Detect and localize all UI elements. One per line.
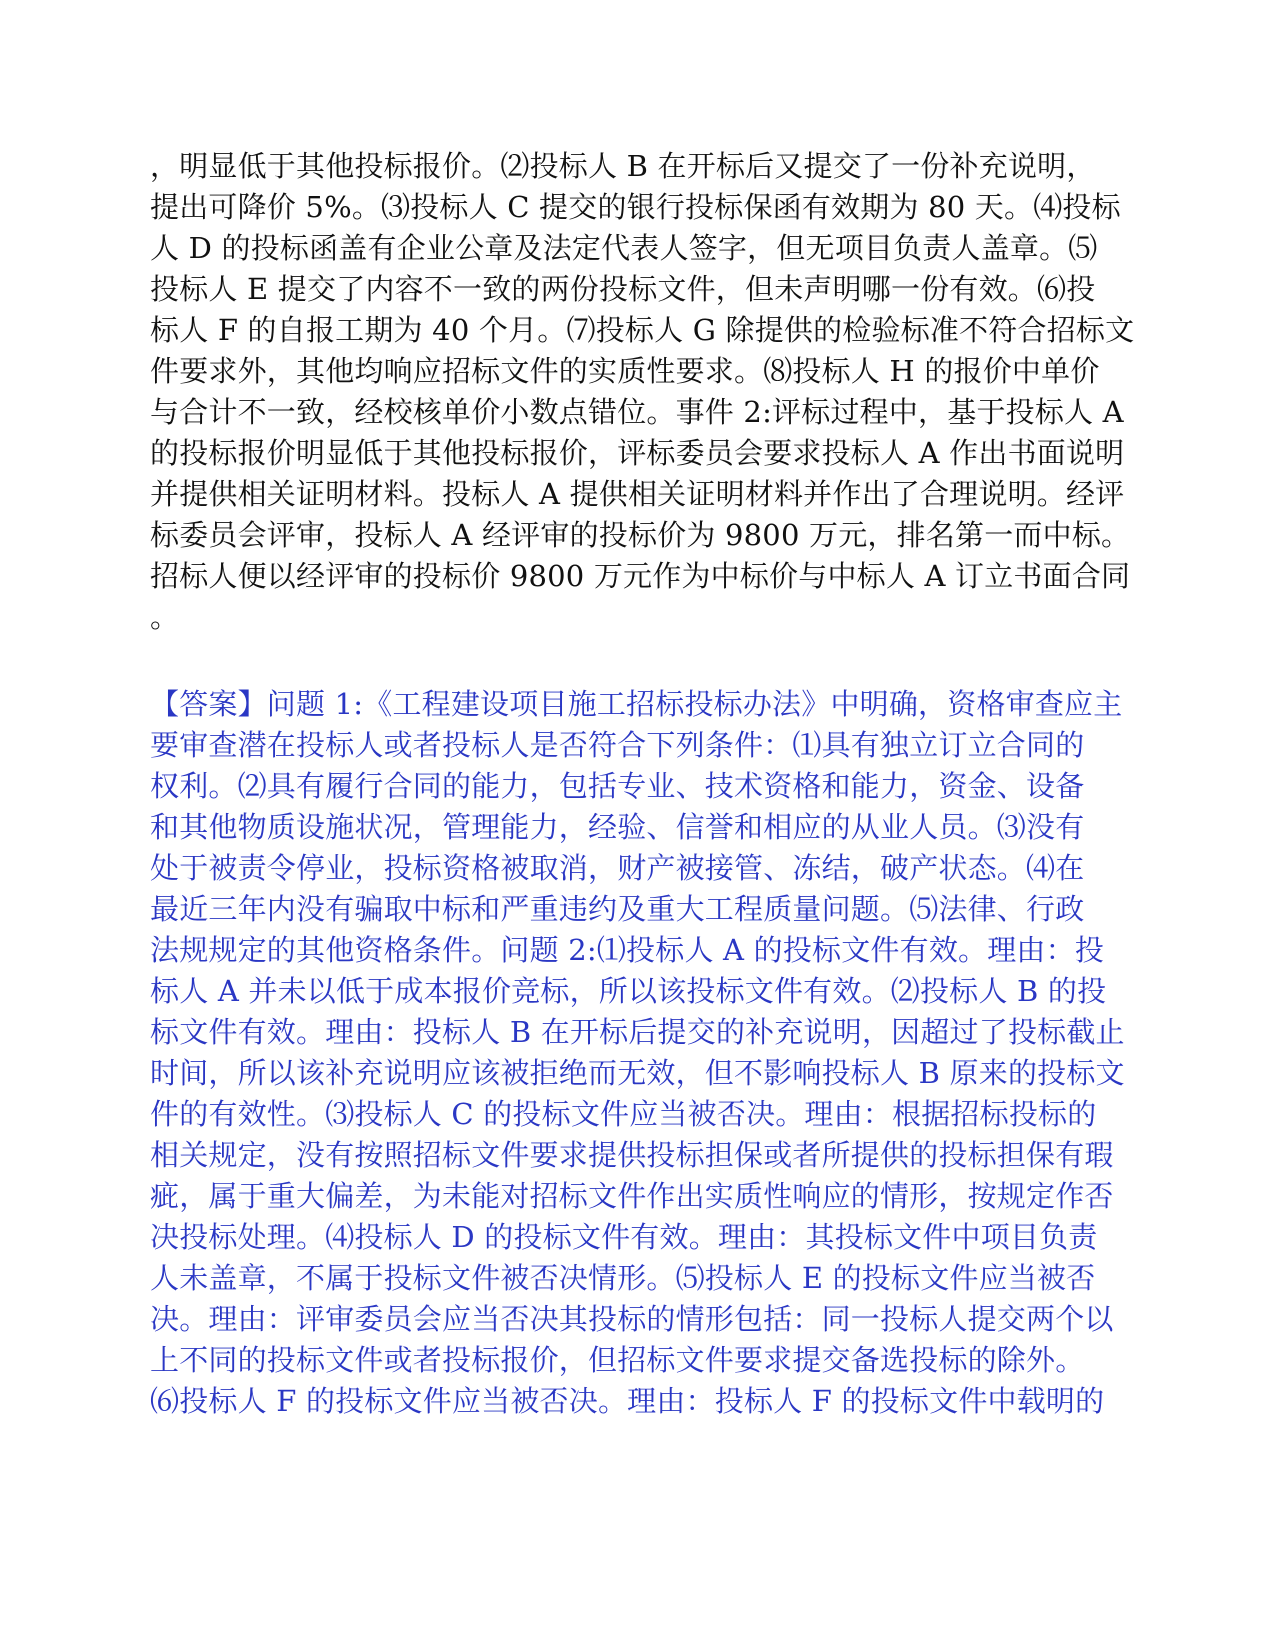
question-line: 标人 F 的自报工期为 40 个月。⑺投标人 G 除提供的检验标准不符合招标文 (150, 313, 1135, 347)
question-line: 。 (150, 600, 180, 634)
answer-text-block (150, 684, 1125, 1422)
answer-line: 疵，属于重大偏差，为未能对招标文件作出实质性响应的情形，按规定作否 (150, 1179, 1114, 1213)
answer-line: 相关规定，没有按照招标文件要求提供投标担保或者所提供的投标担保有瑕 (150, 1138, 1114, 1172)
question-line: 标委员会评审，投标人 A 经评审的投标价为 9800 万元，排名第一而中标。 (150, 518, 1131, 552)
answer-line: 标文件有效。理由：投标人 B 在开标后提交的补充说明，因超过了投标截止 (150, 1015, 1125, 1049)
answer-line: 和其他物质设施状况，管理能力，经验、信誉和相应的从业人员。⑶没有 (150, 810, 1085, 844)
answer-line: 法规规定的其他资格条件。问题 2:⑴投标人 A 的投标文件有效。理由：投 (150, 933, 1105, 967)
answer-line: 件的有效性。⑶投标人 C 的投标文件应当被否决。理由：根据招标投标的 (150, 1097, 1097, 1131)
answer-line: 上不同的投标文件或者投标报价，但招标文件要求提交备选投标的除外。 (150, 1343, 1085, 1377)
answer-line: 人未盖章，不属于投标文件被否决情形。⑸投标人 E 的投标文件应当被否 (150, 1261, 1096, 1295)
question-line: 并提供相关证明材料。投标人 A 提供相关证明材料并作出了合理说明。经评 (150, 477, 1125, 511)
answer-line: 权利。⑵具有履行合同的能力，包括专业、技术资格和能力，资金、设备 (150, 769, 1085, 803)
answer-line: 最近三年内没有骗取中标和严重违约及重大工程质量问题。⑸法律、行政 (150, 892, 1085, 926)
answer-line: 决投标处理。⑷投标人 D 的投标文件有效。理由：其投标文件中项目负责 (150, 1220, 1098, 1254)
question-line: 与合计不一致，经校核单价小数点错位。事件 2:评标过程中，基于投标人 A (150, 395, 1124, 429)
question-line: 件要求外，其他均响应招标文件的实质性要求。⑻投标人 H 的报价中单价 (150, 354, 1100, 388)
question-line: 提出可降价 5%。⑶投标人 C 提交的银行投标保函有效期为 80 天。⑷投标 (150, 190, 1121, 224)
question-line: 的投标报价明显低于其他投标报价，评标委员会要求投标人 A 作出书面说明 (150, 436, 1125, 470)
answer-line: 时间，所以该补充说明应该被拒绝而无效，但不影响投标人 B 原来的投标文 (150, 1056, 1125, 1090)
answer-line: 处于被责令停业，投标资格被取消，财产被接管、冻结，破产状态。⑷在 (150, 851, 1085, 885)
answer-line: 决。理由：评审委员会应当否决其投标的情形包括：同一投标人提交两个以 (150, 1302, 1114, 1336)
question-line: 人 D 的投标函盖有企业公章及法定代表人签字，但无项目负责人盖章。⑸ (150, 231, 1098, 265)
answer-line: 标人 A 并未以低于成本报价竞标，所以该投标文件有效。⑵投标人 B 的投 (150, 974, 1107, 1008)
question-text-block (150, 146, 1135, 638)
answer-line: 要审查潜在投标人或者投标人是否符合下列条件：⑴具有独立订立合同的 (150, 728, 1085, 762)
answer-line: ⑹投标人 F 的投标文件应当被否决。理由：投标人 F 的投标文件中载明的 (150, 1384, 1105, 1418)
answer-line: 【答案】问题 1:《工程建设项目施工招标投标办法》中明确，资格审查应主 (150, 687, 1123, 721)
question-line: 投标人 E 提交了内容不一致的两份投标文件，但未声明哪一份有效。⑹投 (150, 272, 1096, 306)
question-line: 招标人便以经评审的投标价 9800 万元作为中标价与中标人 A 订立书面合同 (150, 559, 1131, 593)
question-line: ，明显低于其他投标报价。⑵投标人 B 在开标后又提交了一份补充说明， (150, 149, 1096, 183)
